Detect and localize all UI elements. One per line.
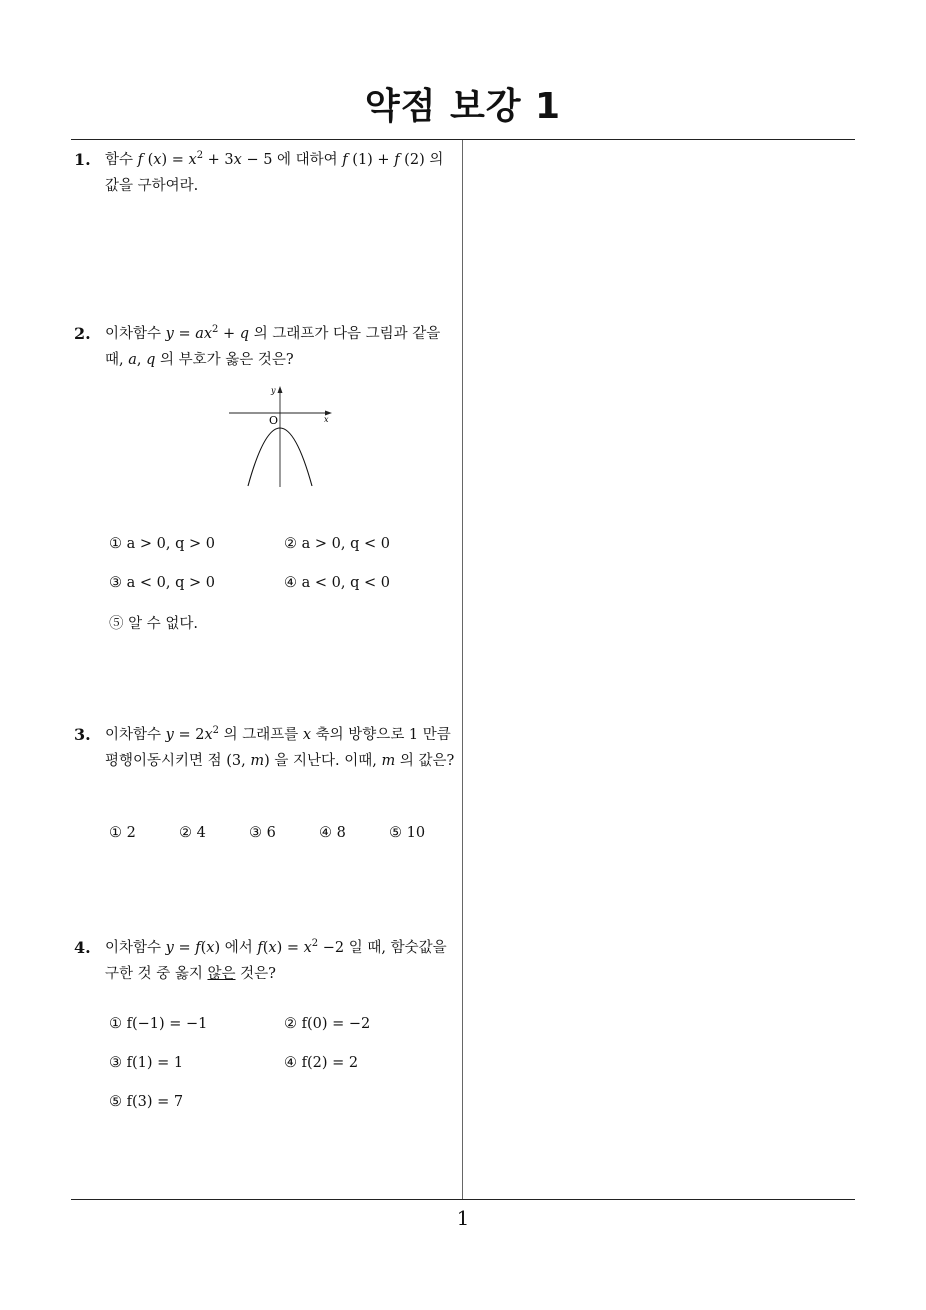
option-4: ④ f(2) = 2 (284, 1055, 359, 1071)
page-number: 1 (456, 1206, 470, 1230)
column-divider (462, 140, 463, 1200)
option-2: ② a > 0, q < 0 (284, 536, 390, 552)
question-text: 이차함수 $y = ax^2 + q$ 의 그래프가 다음 그림과 같을 때, a, q 의 부호가 옳은 것은? (105, 324, 441, 368)
option-3: ③ a < 0, q > 0 (109, 575, 215, 591)
option-2: ② f(0) = −2 (284, 1016, 371, 1032)
option-3: ③ 6 (249, 825, 276, 841)
page-title: 약점 보강 1 (364, 86, 562, 127)
question-text: 이차함수 $y = 2x^2$ 의 그래프를 x 축의 방향으로 1 만큼 평행이동시키면 점 (3, m) 을 지난다. 이때, m 의 값은? (105, 725, 455, 769)
option-1: ① 2 (109, 825, 136, 841)
origin-label: O (269, 414, 279, 427)
y-axis-label: y (271, 386, 276, 395)
question-1 (74, 147, 458, 199)
question-number: 4. (74, 938, 91, 957)
question-text: 함수 f $(x) = x^2 + 3x - 5$ 에 대하여 f (1) + f (2) 의 값을 구하여라. (105, 150, 444, 194)
x-axis-label: x (324, 415, 329, 424)
underlined-word: 않은 (207, 966, 236, 982)
question-number: 3. (74, 725, 91, 744)
y-axis-arrow (278, 386, 283, 393)
option-5: ⑤ 10 (389, 825, 426, 841)
option-4: ④ a < 0, q < 0 (284, 575, 390, 591)
option-5: ⑤ f(3) = 7 (109, 1094, 184, 1110)
option-5: ⑤ 알 수 없다. (109, 616, 198, 632)
option-2: ② 4 (179, 825, 206, 841)
question-2 (74, 321, 458, 373)
question-4 (74, 935, 458, 987)
bottom-rule (71, 1199, 855, 1200)
question-3 (74, 722, 458, 774)
top-rule (71, 139, 855, 140)
question-text: 이차함수 y = f(x) 에서 $f(x) = x^2 -2$ 일 때, 함숫값을 구한 것 중 옳지 않은 것은? (105, 938, 447, 982)
option-3: ③ f(1) = 1 (109, 1055, 184, 1071)
option-1: ① f(−1) = −1 (109, 1016, 208, 1032)
parabola-graph (224, 382, 336, 490)
question-number: 1. (74, 150, 91, 169)
option-4: ④ 8 (319, 825, 346, 841)
option-1: ① a > 0, q > 0 (109, 536, 215, 552)
question-number: 2. (74, 324, 91, 343)
